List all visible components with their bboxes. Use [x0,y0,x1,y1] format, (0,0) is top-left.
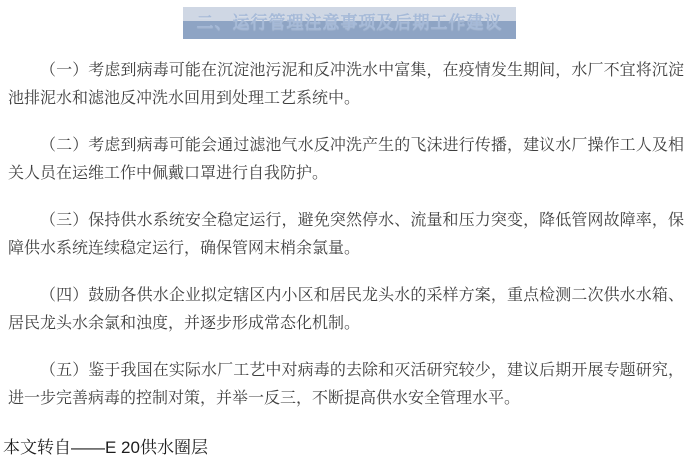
paragraph-5: （五）鉴于我国在实际水厂工艺中对病毒的去除和灭活研究较少，建议后期开展专题研究，进一步完善病毒的控制对策，并举一反三，不断提高供水安全管理水平。 [8,362,684,407]
paragraph-2: （二）考虑到病毒可能会通过滤池气水反冲洗产生的飞沫进行传播，建议水厂操作工人及相关人员在运维工作中佩戴口罩进行自我防护。 [8,137,684,182]
paragraph-1: （一）考虑到病毒可能在沉淀池污泥和反冲洗水中富集，在疫情发生期间，水厂不宜将沉淀池排泥水和滤池反冲洗水回用到处理工艺系统中。 [8,62,684,107]
source-attribution: 本文转自——E 20供水圈层 [3,438,208,457]
document-body [8,57,684,432]
section-header-title: 二、运行管理注意事项及后期工作建议 [196,13,503,32]
paragraph-4: （四）鼓励各供水企业拟定辖区内小区和居民龙头水的采样方案，重点检测二次供水水箱、居民龙头水余氯和浊度，并逐步形成常态化机制。 [8,287,684,332]
section-header-banner [183,7,516,39]
paragraph-3: （三）保持供水系统安全稳定运行，避免突然停水、流量和压力突变，降低管网故障率，保障供水系统连续稳定运行，确保管网末梢余氯量。 [8,212,684,257]
